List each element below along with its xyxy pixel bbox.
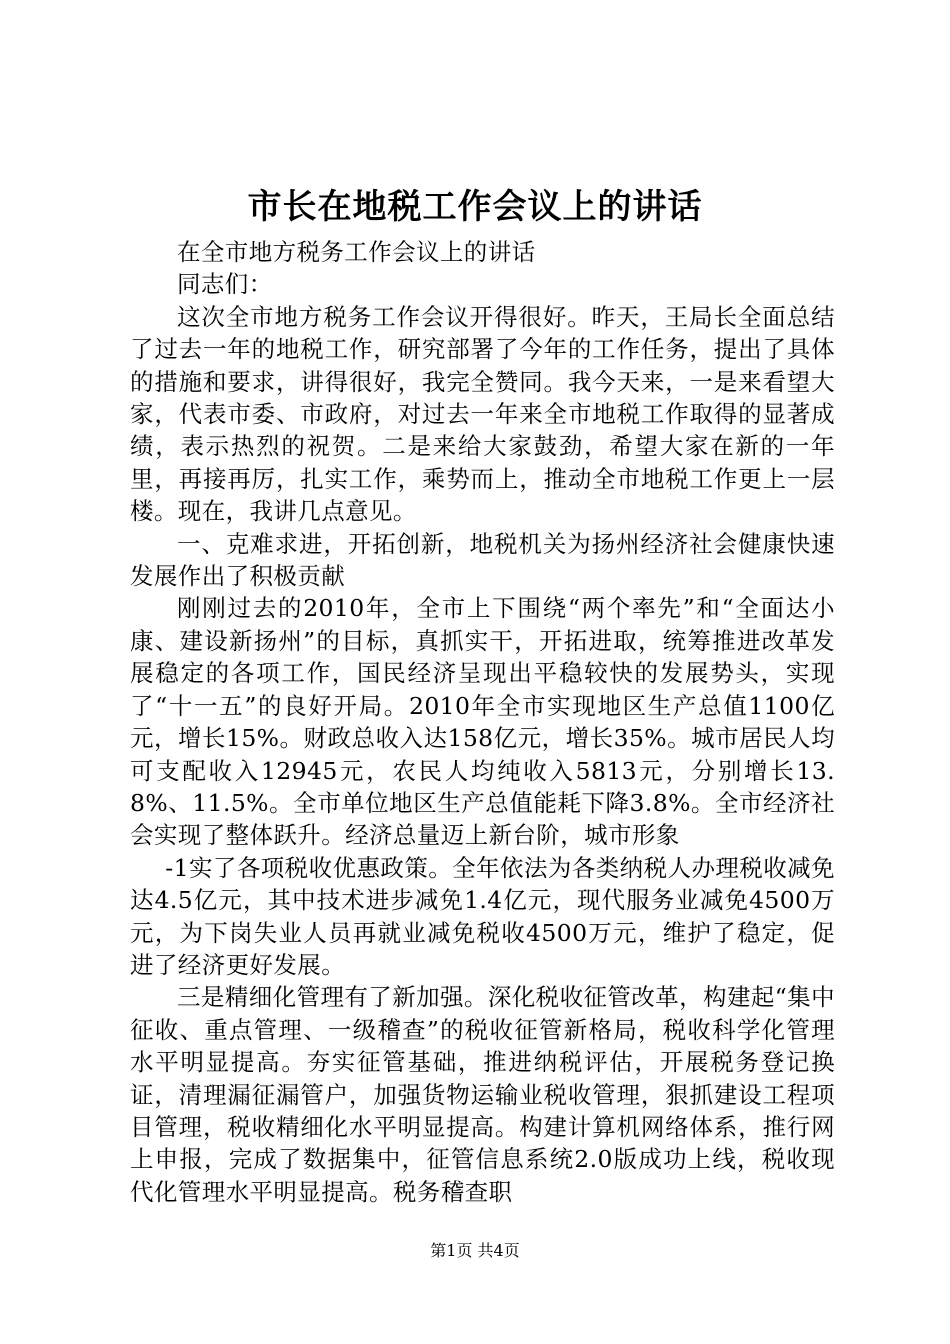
document-body — [130, 236, 835, 1208]
paragraph-tax-relief: -1实了各项税收优惠政策。全年依法为各类纳税人办理税收减免达4.5亿元，其中技术进步减免1.4亿元，现代服务业减免4500万元，为下岗失业人员再就业减免税收4500万元，维护了稳定，促进了经济更好发展。 — [130, 853, 835, 979]
paragraph-subtitle: 在全市地方税务工作会议上的讲话 — [177, 238, 536, 266]
document-title: 市长在地税工作会议上的讲话 — [247, 187, 703, 227]
paragraph-section-one-heading: 一、克难求进，开拓创新，地税机关为扬州经济社会健康快速发展作出了积极贡献 — [130, 529, 835, 591]
page-footer: 第1页 共4页 — [430, 1241, 520, 1260]
paragraph-salutation: 同志们： — [177, 270, 273, 299]
paragraph-economy: 刚刚过去的2010年，全市上下围绕“两个率先”和“全面达小康、建设新扬州”的目标，真抓实干，开拓进取，统筹推进改革发展稳定的各项工作，国民经济呈现出平稳较快的发展势头，实现了“十一五”的良好开局。2010年全市实现地区生产总值1100亿元，增长15%。财政总收入达158亿元，增长35%。城市居民人均可支配收入12945元，农民人均纯收入5813元，分别增长13.8%、11.5%。全市单位地区生产总值能耗下降3.8%。全市经济社会实现了整体跃升。经济总量迈上新台阶，城市形象 — [130, 594, 835, 850]
paragraph-fine-management: 三是精细化管理有了新加强。深化税收征管改革，构建起“集中征收、重点管理、一级稽查”的税收征管新格局，税收科学化管理水平明显提高。夯实征管基础，推进纳税评估，开展税务登记换证，清理漏征漏管户，加强货物运输业税收管理，狠抓建设工程项目管理，税收精细化水平明显提高。构建计算机网络体系，推行网上申报，完成了数据集中，征管信息系统2.0版成功上线，税收现代化管理水平明显提高。税务稽查职 — [130, 983, 835, 1206]
paragraph-intro: 这次全市地方税务工作会议开得很好。昨天，王局长全面总结了过去一年的地税工作，研究部署了今年的工作任务，提出了具体的措施和要求，讲得很好，我完全赞同。我今天来，一是来看望大家，代表市委、市政府，对过去一年来全市地税工作取得的显著成绩，表示热烈的祝贺。二是来给大家鼓劲，希望大家在新的一年里，再接再厉，扎实工作，乘势而上，推动全市地税工作更上一层楼。现在，我讲几点意见。 — [130, 302, 835, 526]
